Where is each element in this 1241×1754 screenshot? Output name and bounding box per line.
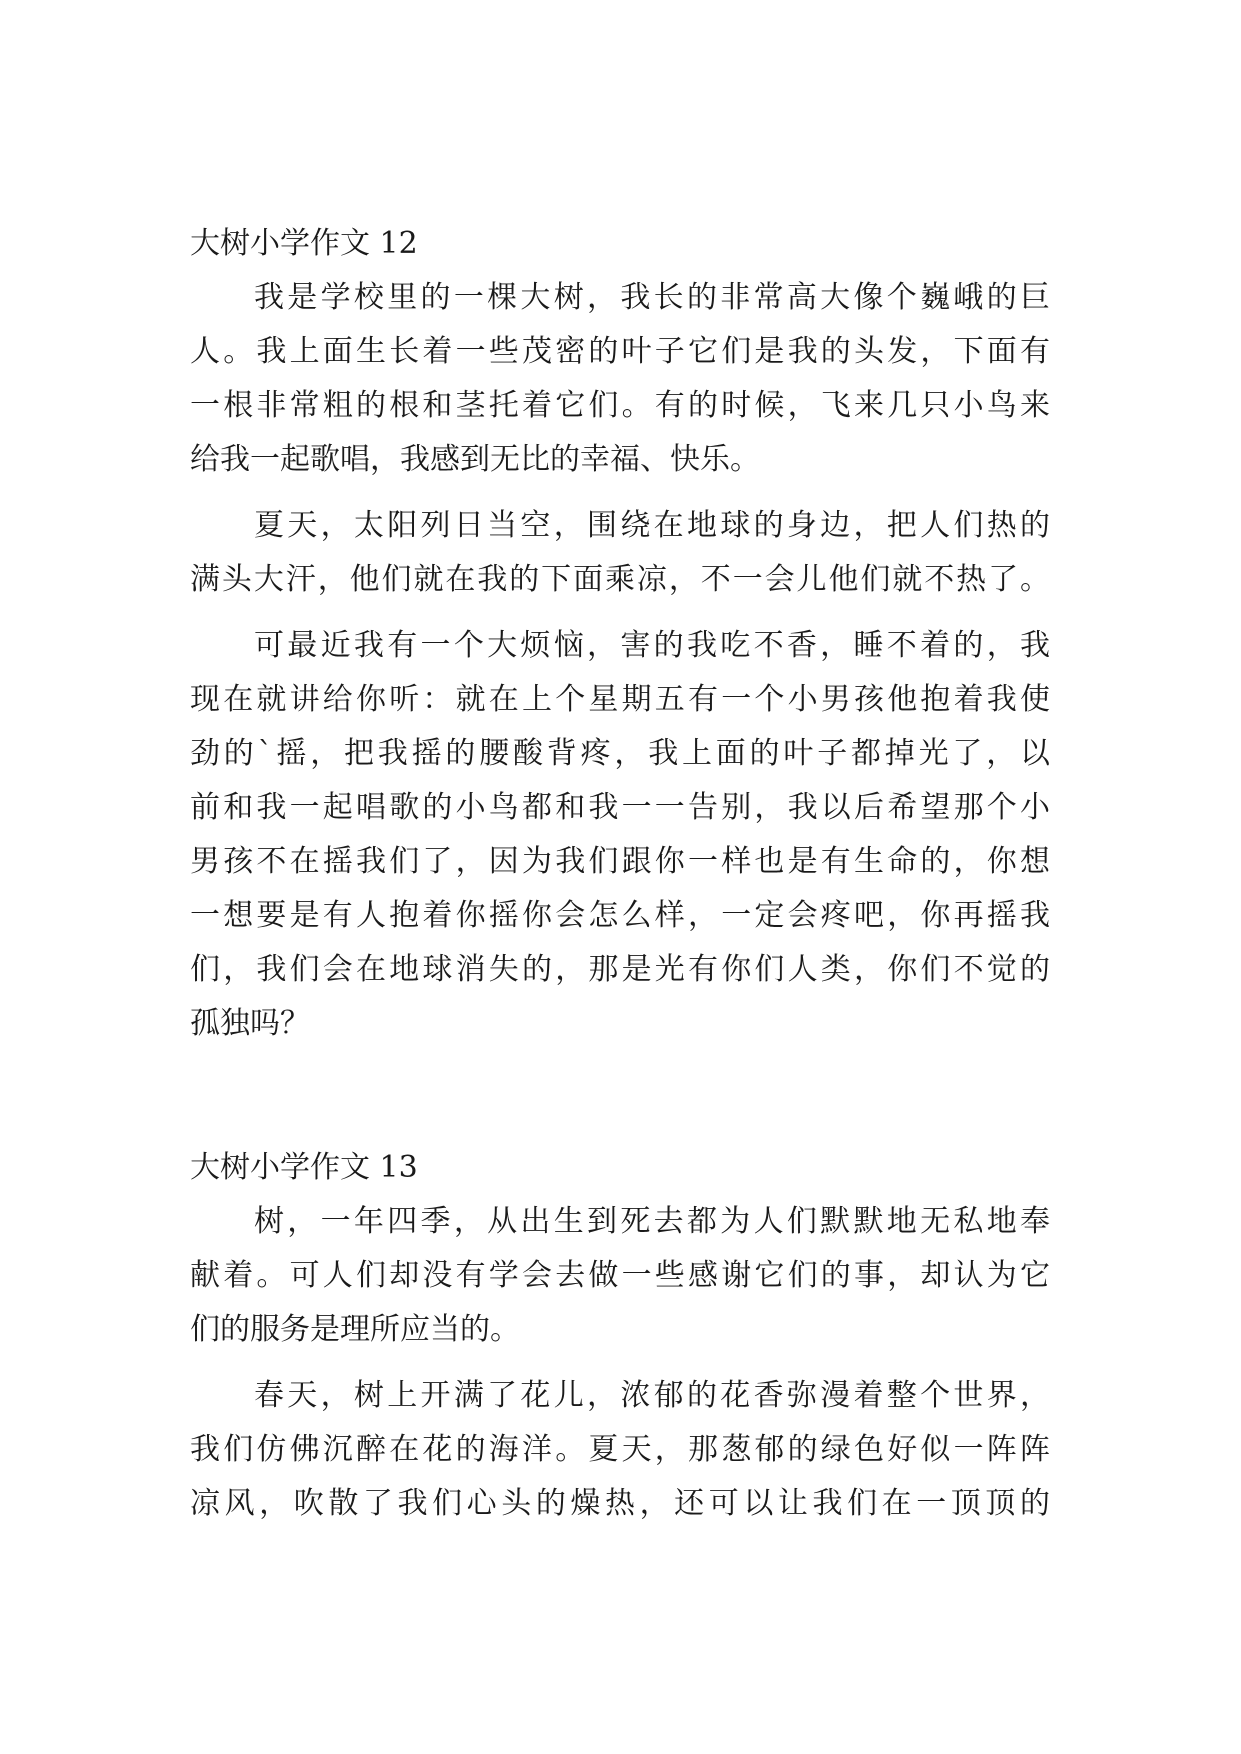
paragraph-line: 一根非常粗的根和茎托着它们。有的时候，飞来几只小鸟来 bbox=[190, 388, 1050, 423]
paragraph-line: 劲的`摇，把我摇的腰酸背疼，我上面的叶子都掉光了，以 bbox=[190, 736, 1050, 771]
paragraph-line: 献着。可人们却没有学会去做一些感谢它们的事，却认为它 bbox=[190, 1258, 1050, 1293]
paragraph-line: 前和我一起唱歌的小鸟都和我一一告别，我以后希望那个小 bbox=[190, 790, 1050, 825]
paragraph-line: 我们仿佛沉醉在花的海洋。夏天，那葱郁的绿色好似一阵阵 bbox=[190, 1432, 1050, 1467]
paragraph-line: 夏天，太阳列日当空，围绕在地球的身边，把人们热的 bbox=[254, 508, 1050, 543]
paragraph-line: 可最近我有一个大烦恼，害的我吃不香，睡不着的，我 bbox=[254, 628, 1050, 663]
section-title: 大树小学作文 12 bbox=[190, 226, 418, 261]
paragraph-line: 满头大汗，他们就在我的下面乘凉，不一会儿他们就不热了。 bbox=[190, 562, 1050, 597]
paragraph-line: 男孩不在摇我们了，因为我们跟你一样也是有生命的，你想 bbox=[190, 844, 1050, 879]
paragraph-line: 我是学校里的一棵大树，我长的非常高大像个巍峨的巨 bbox=[254, 280, 1050, 315]
paragraph-line: 凉风，吹散了我们心头的燥热，还可以让我们在一顶顶的 bbox=[190, 1486, 1050, 1521]
paragraph-line: 树，一年四季，从出生到死去都为人们默默地无私地奉 bbox=[254, 1204, 1050, 1239]
paragraph-line: 们的服务是理所应当的。 bbox=[190, 1312, 520, 1347]
paragraph-line: 给我一起歌唱，我感到无比的幸福、快乐。 bbox=[190, 442, 760, 477]
paragraph-line: 现在就讲给你听：就在上个星期五有一个小男孩他抱着我使 bbox=[190, 682, 1050, 717]
paragraph-line: 一想要是有人抱着你摇你会怎么样，一定会疼吧，你再摇我 bbox=[190, 898, 1050, 933]
paragraph-line: 人。我上面生长着一些茂密的叶子它们是我的头发，下面有 bbox=[190, 334, 1050, 369]
paragraph-line: 孤独吗？ bbox=[190, 1006, 310, 1041]
paragraph-line: 春天，树上开满了花儿，浓郁的花香弥漫着整个世界， bbox=[254, 1378, 1050, 1413]
paragraph-line: 们，我们会在地球消失的，那是光有你们人类，你们不觉的 bbox=[190, 952, 1050, 987]
section-title: 大树小学作文 13 bbox=[190, 1150, 418, 1185]
